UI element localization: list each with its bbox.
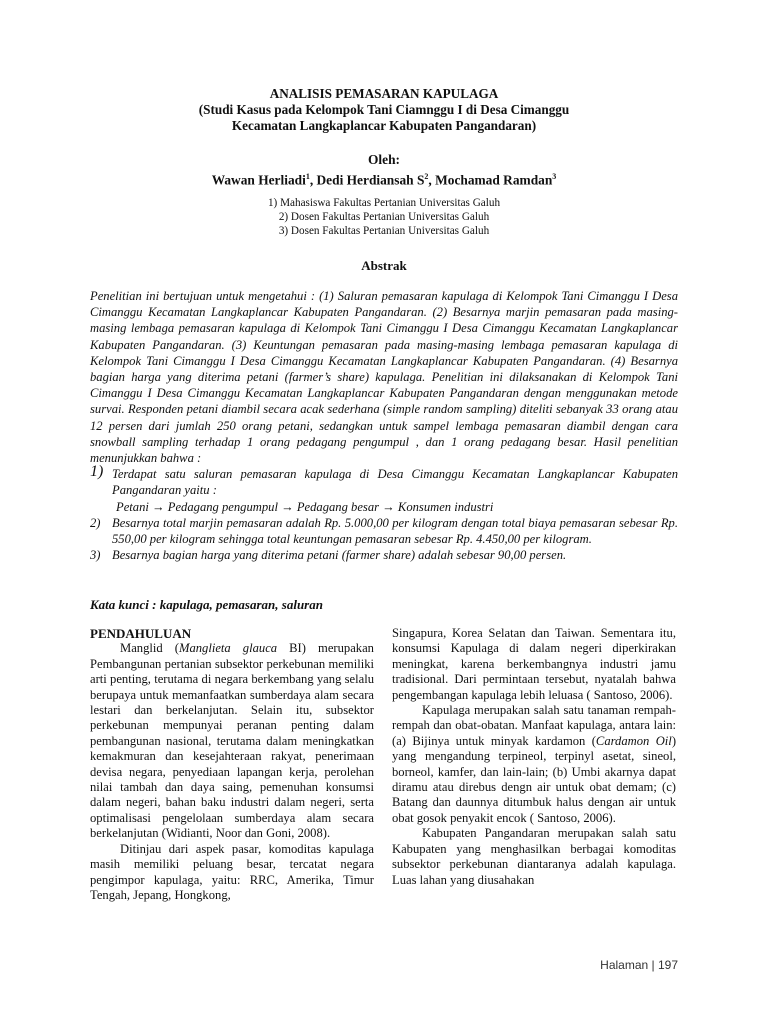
intro-paragraph-1 — [90, 641, 374, 841]
intro-p1-body: BI) merupakan Pembangunan pertanian subsektor perkebunan memiliki arti penting, terutama di negara berkembang yang selalu berupaya untuk memanfaatkan sumberdaya alam secara lestari dan berkelanjutan. Selain itu, subsektor perkebunan mempunyai peranan penting dalam pembangunan nasional, terutama dalam meningkatkan kemakmuran dan kesejahteraan rakyat, penerimaan devisa negara, penyediaan lapangan kerja, perolehan nilai tambah dan daya saing, pemenuhan konsumsi dalam negeri, bahan baku industri dalam negeri, serta optimalisasi pengelolaan sumberdaya alam secara berkelanjutan (Widianti, Noor dan Goni, 2008). — [90, 641, 374, 841]
author-2-affil: 2 — [424, 171, 429, 181]
marketing-channel-flow: Petani → Pedagang pengumpul → Pedagang besar → Konsumen industri — [116, 499, 494, 514]
title-line-1: ANALISIS PEMASARAN KAPULAGA — [269, 86, 499, 101]
authors — [90, 152, 678, 188]
abstract — [90, 288, 678, 563]
intro-paragraph-5: Kabupaten Pangandaran merupakan salah satu Kabupaten yang menghasilkan berbagai komoditas subsektor perkebunan diantaranya adalah kapulaga. Luas lahan yang diusahakan — [392, 826, 676, 887]
author-1: Wawan Herliadi — [211, 171, 306, 187]
intro-paragraph-2: Ditinjau dari aspek pasar, komoditas kapulaga masih memiliki peluang besar, tercatat negara pengimpor kapulaga, yaitu: RRC, Amerika, Timur Tengah, Jepang, Hongkong, — [90, 841, 374, 902]
result-item-1 — [90, 463, 678, 498]
species-name: Manglieta glauca — [178, 641, 278, 656]
result-3-text: Besarnya bagian harga yang diterima petani (farmer share) adalah sebesar 90,00 persen. — [112, 548, 567, 563]
author-list: Wawan Herliadi$^1$, Dedi Herdiansah $S^2$, Mochamad Ramdan$^3$ — [211, 171, 557, 187]
affiliation-2: 2) Dosen Fakultas Pertanian Universitas Galuh — [278, 211, 490, 224]
keywords: Kata kunci : kapulaga, pemasaran, saluran — [90, 597, 323, 612]
result-3-number: 3) — [90, 548, 101, 563]
result-item-2 — [90, 515, 678, 547]
result-2-number: 2) — [90, 515, 101, 530]
author-2: Dedi Herdiansah S — [316, 171, 425, 187]
intro-paragraph-3: Singapura, Korea Selatan dan Taiwan. Sementara itu, konsumsi Kapulaga di dalam negeri diperkirakan meningkat, karena berkembangnya industri jamu tradisional. Dari permintaan tersebut, nyatalah bahwa pengembangan kapulaga lebih leluasa ( Santoso, 2006). — [392, 626, 676, 702]
title-line-3: Kecamatan Langkaplancar Kabupaten Pangandaran) — [231, 118, 537, 134]
result-2-text: Besarnya total marjin pemasaran adalah Rp. 5.000,00 per kilogram dengan total biaya pemasaran sebesar Rp. 550,00 per kilogram sehingga total keuntungan pemasaran sebesar Rp. 4.450,00 per kilogram. — [112, 515, 678, 547]
abstract-heading: Abstrak — [361, 258, 407, 273]
result-1-text: Terdapat satu saluran pemasaran kapulaga di Desa Cimanggu Kecamatan Langkaplancar Kabupaten Pangandaran yaitu : — [112, 467, 678, 498]
author-3: Mochamad Ramdan — [435, 171, 553, 187]
right-column — [392, 626, 676, 888]
page-number-footer: Halaman | 197 — [600, 958, 678, 972]
result-item-3 — [90, 547, 678, 563]
intro-p4-body: ) yang mengandung terpineol, terpinyl asetat, sineol, borneol, kamfer, dan lain-lain; (b) Umbi akarnya dapat diramu atau direbus dengn air untuk obat demam; (c) Batang dan daunnya ditumbuk halus dengan air untuk obat gosok penyakit encok ( Santoso, 2006). — [392, 733, 677, 825]
title-line-2: (Studi Kasus pada Kelompok Tani Ciamnggu I di Desa Cimanggu — [198, 102, 570, 118]
intro-paragraph-4 — [392, 703, 676, 826]
section-heading-pendahuluan: PENDAHULUAN — [90, 626, 192, 641]
affiliation-3: 3) Dosen Fakultas Pertanian Universitas Galuh — [278, 225, 490, 238]
authors-label: Oleh: — [368, 152, 400, 167]
author-3-affil: 3 — [552, 171, 557, 181]
paper-title — [90, 86, 678, 135]
intro-p4-lead: Kapulaga merupakan salah satu tanaman rempah-rempah dan obat-obatan. Manfaat kapulaga, antara lain: (a) Bijinya untuk minyak kardamon ( — [392, 703, 676, 748]
abstract-body: Penelitian ini bertujuan untuk mengetahui : (1) Saluran pemasaran kapulaga di Kelompok Tani Cimanggu I Desa Cimanggu Kecamatan Langkaplancar Kabupaten Pangandaran. (2) Besarnya marjin pemasaran pada masing-masing lembaga pemasaran kapulaga di Kelompok Tani Cimanggu I Desa Cimanggu Kecamatan Langkaplancar Kabupaten Pangandaran. (3) Keuntungan pemasaran pada masing-masing lembaga pemasaran kapulaga di Kelompok Tani Cimanggu I Desa Cimanggu Kecamatan Langkaplancar Kabupaten Pangandaran. (4) Besarnya bagian harga yang diterima petani (farmer’s share) kapulaga. Penelitian ini dilaksanakan di Kelompok Tani Cimanggu I Desa Cimanggu Kecamatan Langkaplancar Kabupaten Pangandaran dengan menggunakan metode survai. Responden petani diambil secara acak sederhana (simple random sampling) diteliti sebanyak 33 orang atau 12 persen dari jumlah 250 orang petani, sedangkan untuk sampel lembaga pemasaran diambil dengan cara snowball sampling terhadap 1 orang pedagang pengumpul , dan 1 orang pedagang besar. Hasil penelitian menunjukkan bahwa : — [90, 289, 678, 466]
cardamon-oil-term: Cardamon Oil — [595, 733, 672, 748]
affiliations — [150, 196, 618, 239]
left-column — [90, 626, 374, 903]
affiliation-1: 1) Mahasiswa Fakultas Pertanian Universitas Galuh — [267, 197, 501, 209]
intro-p1-lead: Manglid ( — [120, 641, 179, 656]
result-1-number: 1) — [90, 463, 104, 481]
author-1-affil: 1 — [305, 171, 310, 181]
